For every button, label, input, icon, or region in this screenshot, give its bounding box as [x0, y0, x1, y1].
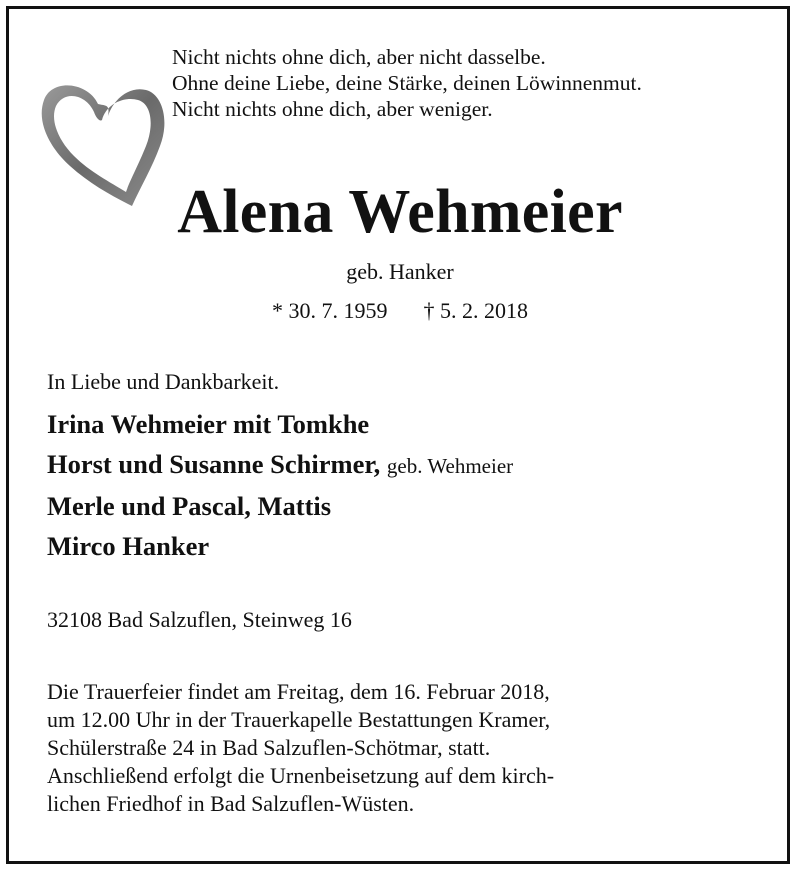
mourner-entry: Irina Wehmeier mit Tomkhe — [47, 409, 370, 439]
mourners-intro: In Liebe und Dankbarkeit. — [47, 369, 280, 394]
mourner-entry: Mirco Hanker — [47, 531, 210, 561]
service-line: lichen Friedhof in Bad Salzuflen-Wüsten. — [47, 791, 415, 816]
deceased-name: Alena Wehmeier — [177, 178, 623, 246]
service-line: Anschließend erfolgt die Urnenbeisetzung auf dem kirch- — [47, 763, 555, 788]
mourner-entry: Horst und Susanne Schirmer, geb. Wehmeier — [47, 449, 514, 479]
birth-name: geb. Hanker — [346, 259, 454, 284]
mourner-entry: Merle und Pascal, Mattis — [47, 491, 332, 521]
birth-date: * 30. 7. 1959 — [272, 298, 388, 323]
mourners-list — [47, 404, 513, 566]
poem — [172, 44, 642, 122]
poem-line: Nicht nichts ohne dich, aber nicht dasselbe. — [172, 45, 546, 69]
service-info — [47, 678, 554, 818]
service-line: um 12.00 Uhr in der Trauerkapelle Bestattungen Kramer, — [47, 707, 551, 732]
service-line: Schülerstraße 24 in Bad Salzuflen-Schötmar, statt. — [47, 735, 491, 760]
poem-line: Nicht nichts ohne dich, aber weniger. — [172, 97, 493, 121]
service-line: Die Trauerfeier findet am Freitag, dem 16. Februar 2018, — [47, 679, 550, 704]
mourner-note: geb. Wehmeier — [386, 454, 514, 478]
address: 32108 Bad Salzuflen, Steinweg 16 — [47, 607, 352, 632]
death-date: † 5. 2. 2018 — [423, 298, 528, 323]
poem-line: Ohne deine Liebe, deine Stärke, deinen Löwinnenmut. — [172, 71, 642, 95]
life-dates — [0, 297, 800, 325]
